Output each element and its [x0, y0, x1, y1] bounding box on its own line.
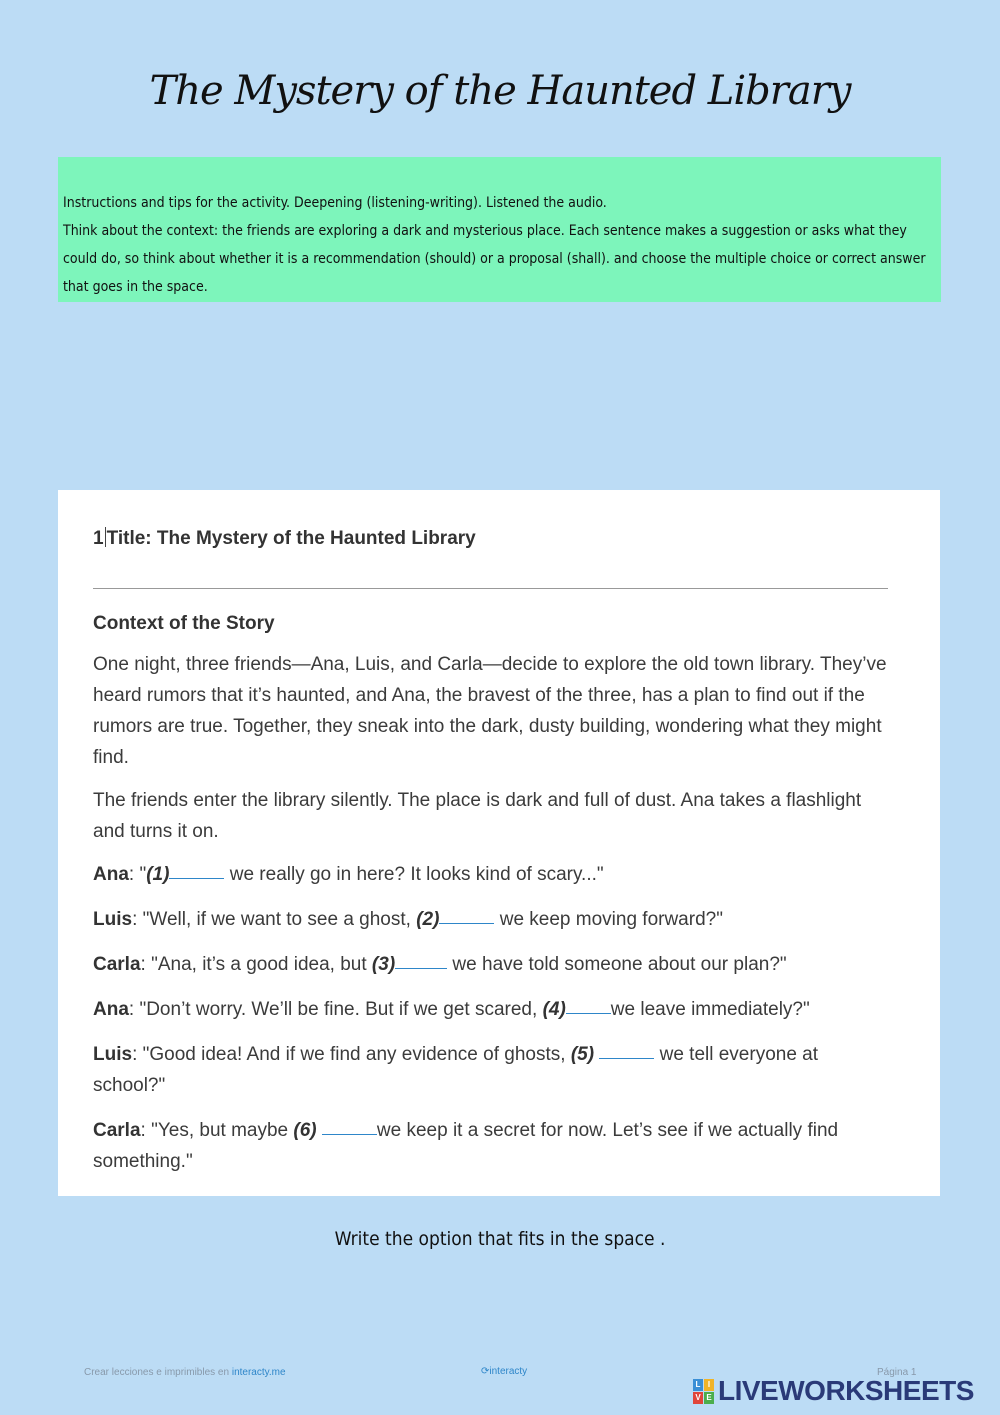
dialogue-text: : " — [128, 864, 147, 885]
dialogue-text: : "Ana, it’s a good idea, but — [140, 954, 372, 975]
heading-number: 1 — [93, 528, 104, 549]
blank-number: (3) — [371, 954, 396, 975]
answer-blank-1[interactable] — [169, 877, 224, 879]
dialogue-text: : "Yes, but maybe — [140, 1120, 294, 1141]
speaker-name: Luis — [93, 1044, 133, 1065]
answer-blank-4[interactable] — [566, 1012, 611, 1014]
page-title: The Mystery of the Haunted Library — [149, 68, 851, 114]
text-cursor — [105, 527, 106, 547]
answer-blank-2[interactable] — [439, 922, 494, 924]
dialogue-text: we really go in here? It looks kind of scary..." — [224, 864, 604, 885]
dialogue-text: we keep it a secret for now. Let’s see if we actually find something." — [93, 1120, 839, 1172]
interacty-logo[interactable] — [481, 1366, 527, 1377]
dialogue-text: we keep moving forward?" — [494, 909, 723, 930]
story-paragraph-2: The friends enter the library silently. The place is dark and full of dust. Ana takes a flashlight and turns it on. — [93, 790, 862, 842]
blank-number: (1) — [146, 864, 170, 885]
dialogue-line-2 — [93, 904, 888, 935]
interacty-icon: ⟳ — [481, 1366, 490, 1377]
speaker-name: Ana — [93, 999, 129, 1020]
dialogue-line-5 — [93, 1039, 888, 1101]
dialogue-line-6 — [93, 1115, 888, 1177]
answer-blank-5[interactable] — [599, 1057, 654, 1059]
context-heading: Context of the Story — [93, 613, 275, 634]
dialogue-text: we have told someone about our plan?" — [447, 954, 787, 975]
interacty-link[interactable]: interacty.me — [231, 1367, 286, 1378]
speaker-name: Ana — [93, 864, 129, 885]
page-number: Página 1 — [877, 1367, 917, 1378]
instructions-line-1: Instructions and tips for the activity. Deepening (listening-writing). Listened the audio. — [63, 195, 607, 211]
liveworksheets-blocks-icon — [693, 1379, 714, 1404]
interacty-logo-text: interacty — [489, 1366, 528, 1377]
logo-block: V — [693, 1392, 703, 1404]
logo-block: E — [704, 1392, 714, 1404]
heading-text: Title: The Mystery of the Haunted Library — [106, 528, 476, 549]
dialogue-text: : "Don’t worry. We’ll be fine. But if we get scared, — [128, 999, 543, 1020]
blank-number: (2) — [416, 909, 440, 930]
dialogue-text: : "Well, if we want to see a ghost, — [132, 909, 417, 930]
speaker-name: Luis — [93, 909, 133, 930]
story-paragraph-1: One night, three friends—Ana, Luis, and Carla—decide to explore the old town library. They’ve heard rumors that it’s haunted, and Ana, the bravest of the three, has a plan to find out if the rumors are true. Together, they sneak into the dark, dusty building, wondering what they might find. — [93, 654, 887, 768]
dialogue-text: we tell everyone at school?" — [93, 1044, 819, 1096]
blank-number: (4) — [542, 999, 566, 1020]
logo-block: L — [693, 1379, 703, 1391]
answer-blank-3[interactable] — [395, 967, 447, 969]
dialogue-line-3 — [93, 949, 888, 980]
liveworksheets-wordmark: LIVEWORKSHEETS — [718, 1375, 974, 1406]
dialogue-line-4 — [93, 994, 888, 1025]
dialogue-text: : "Good idea! And if we find any evidence of ghosts, — [132, 1044, 571, 1065]
blank-number: (6) — [293, 1120, 317, 1141]
footer-credit — [84, 1367, 286, 1378]
speaker-name: Carla — [93, 954, 141, 975]
worksheet-heading — [93, 524, 888, 562]
instructions-line-2: Think about the context: the friends are exploring a dark and mysterious place. Each sentence makes a suggestion or asks what they could do, so think about whether it is a recommendation (should) or a proposal (shall). and choose the multiple choice or correct answer that goes in the space. — [63, 223, 926, 295]
worksheet-card — [58, 490, 940, 1196]
blank-number: (5) — [570, 1044, 595, 1065]
bottom-instruction: Write the option that fits in the space . — [334, 1228, 666, 1250]
answer-blank-6[interactable] — [322, 1133, 377, 1135]
divider — [93, 588, 888, 589]
liveworksheets-logo[interactable] — [693, 1377, 974, 1405]
footer-credit-text: Crear lecciones e imprimibles en — [84, 1367, 232, 1378]
dialogue-text: we leave immediately?" — [610, 999, 810, 1020]
speaker-name: Carla — [93, 1120, 141, 1141]
instructions-box — [58, 157, 941, 302]
dialogue-line-1 — [93, 859, 888, 890]
logo-block: I — [704, 1379, 714, 1391]
